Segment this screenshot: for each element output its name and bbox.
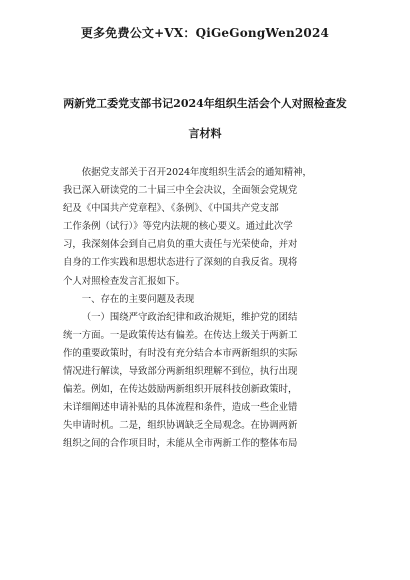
body-line: 组织之间的合作项目时，未能从全市两新工作的整体布局	[63, 438, 298, 450]
body-line: 未详细阐述申请补贴的具体流程和条件，造成一些企业错	[63, 402, 298, 414]
document-title-line-2: 言材料	[188, 127, 222, 140]
body-line: 工作条例（试行）》等党内法规的核心要义。通过此次学	[63, 221, 293, 233]
body-line: 个人对照检查发言汇报如下。	[63, 275, 185, 287]
body-line: 习，我深刻体会到自己肩负的重大责任与光荣使命，并对	[63, 239, 298, 251]
watermark-header: 更多免费公文+VX：QiGeGongWen2024	[80, 26, 330, 40]
body-line: 作的重要政策时，有时没有充分结合本市两新组织的实际	[63, 347, 298, 359]
body-line: 情况进行解读，导致部分两新组织理解不到位，执行出现	[63, 366, 298, 378]
body-line: （一）围绕严守政治纪律和政治规矩，维护党的团结	[81, 311, 298, 323]
body-line: 自身的工作实践和思想状态进行了深刻的自我反省。现将	[63, 257, 298, 269]
document-title-line-1: 两新党工委党支部书记2024年组织生活会个人对照检查发	[63, 97, 347, 110]
body-line: 失申请时机。二是，组织协调缺乏全局观念。在协调两新	[63, 420, 298, 432]
body-line: 我已深入研读党的二十届三中全会决议，全面领会党规党	[63, 185, 298, 197]
body-line: 依据党支部关于召开2024年度组织生活会的通知精神，	[81, 167, 312, 178]
body-line: 统一方面。一是政策传达有偏差。在传达上级关于两新工	[63, 329, 298, 341]
section-heading: 一、存在的主要问题及表现	[81, 293, 195, 305]
body-line: 偏差。例如，在传达鼓励两新组织开展科技创新政策时，	[63, 384, 298, 396]
body-line: 纪及《中国共产党章程》、《条例》、《中国共产党支部	[63, 203, 279, 215]
document-body	[63, 164, 353, 454]
